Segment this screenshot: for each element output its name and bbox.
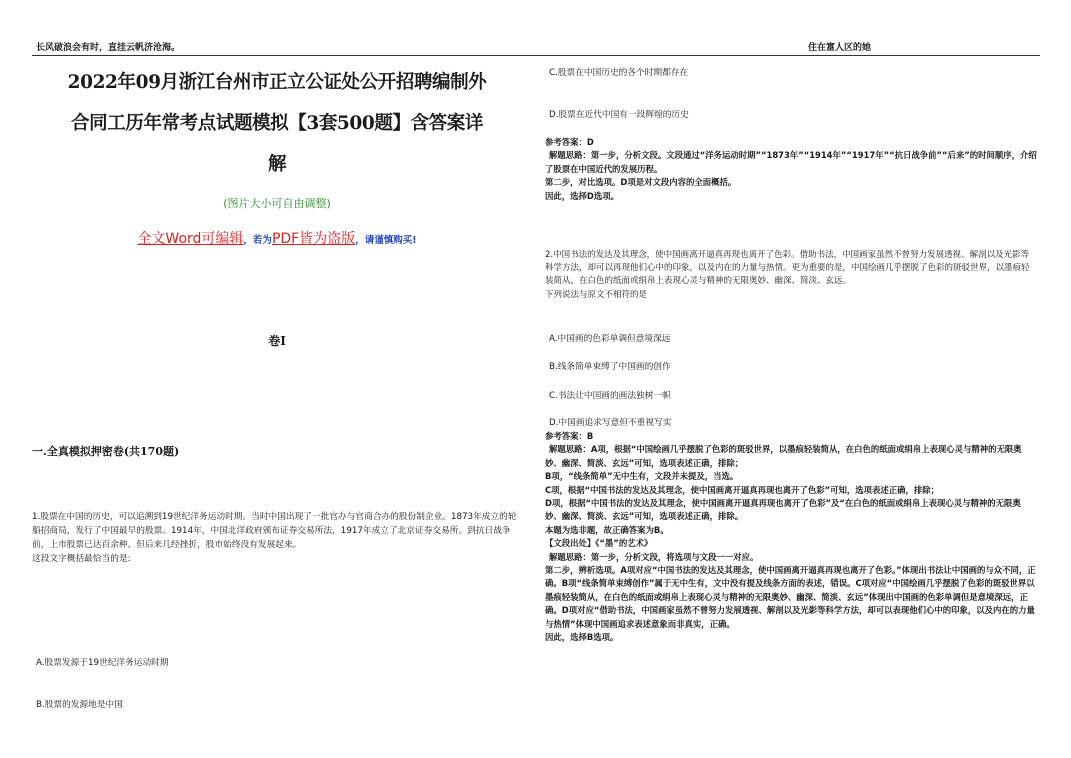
question-2-explanation-5: 本题为选非题，故正确答案为B。 xyxy=(545,524,669,535)
question-2-explanation-2: B项，“线条简单”无中生有，文段并未提及，当选。 xyxy=(545,471,739,482)
question-1-stem: 1.股票在中国的历史，可以追溯到19世纪洋务运动时期。当时中国出现了一批官办与官商合办的股份制企业。1873年成立的轮船招商局，发行了中国最早的股票。1914年，中国北洋政府颁布证券交易所法，1917年成立了北京证券交易所。到抗日战争前，上市股票已达百余种。但后来几经挫折，股市始终没有发展起来。 xyxy=(32,512,517,550)
question-1-option-a: A.股票发源于19世纪洋务运动时期 xyxy=(36,658,169,668)
question-1-explanation-1: 解题思路：第一步，分析文段。文段通过“洋务运动时期”“1873年”“1914年”“1917年”“抗日战争前”“后来”的时间顺序，介绍了股票在中国近代的发展历程。 xyxy=(545,150,1037,174)
question-1 xyxy=(32,510,520,710)
question-2-option-c: C.书法让中国画的画法独树一帜 xyxy=(549,391,671,401)
title-line-1: 2022年09月浙江台州市正立公证处公开招聘编制外 xyxy=(67,72,487,93)
section-heading: 一.全真模拟押密卷(共170题) xyxy=(32,445,180,458)
question-2-explanation-9: 因此，选择B选项。 xyxy=(545,632,619,643)
question-1-option-c: C.股票在中国历史的各个时期都存在 xyxy=(549,68,689,78)
question-2-answer-block xyxy=(545,430,1037,645)
title-line-2: 合同工历年常考点试题模拟【3套500题】含答案详 xyxy=(71,113,483,134)
question-2-explanation-8: 第二步，辨析选项。A项对应“中国书法的发达及其理念，使中国画离开逼真再现也离开了色彩。”体现出书法让中国画的与众不同，正确。B项“线条简单束缚创作”属于无中生有，文中没有提及线条方面的表述，错误。C项对应“中国绘画几乎摆脱了色彩的斑驳世界以墨痕轻装简从，在白色的纸面或绢帛上表现心灵与精神的无限奥妙、幽深、简淡、玄远”体现出中国画的色彩单调但是意境深远，正确。D项对应“借助书法，中国画家虽然不曾努力发展透视、解剖以及光影等科学方法，却可以表现他们心中的印象，以及内在的力量与热情”体现中国画追求表述意象而非真实，正确。 xyxy=(545,565,1036,629)
notice-pdf-pirated: PDF皆为盗版 xyxy=(271,231,356,247)
question-2-stem: 2.中国书法的发达及其理念，使中国画离开逼真再现也离开了色彩。借助书法，中国画家虽然不曾努力发展透视、解剖以及光影等科学方法，却可以再现他们心中的印象，以及内在的力量与热情。更为重要的是，中国绘画几乎摆脱了色彩的斑驳世界，以墨痕轻装简从，在白色的纸面或绢帛上表现心灵与精神的无限奥妙、幽深、简淡、玄远。 xyxy=(545,250,1030,287)
question-1-answer-block xyxy=(545,136,1037,203)
question-2-answer: 参考答案：B xyxy=(545,431,594,441)
notice-text-1: ，若为 xyxy=(243,235,272,246)
document-title xyxy=(32,62,522,185)
question-2-explanation-6: 【文段出处】《“墨”的艺术》 xyxy=(545,538,653,549)
question-2-explanation-3: C项，根据“中国书法的发达及其理念，使中国画离开逼真再现也离开了色彩”可知，选项表述正确，排除； xyxy=(545,484,940,495)
volume-heading: 卷I xyxy=(268,334,286,348)
question-2-explanation-1: 解题思路：A项，根据“中国绘画几乎摆脱了色彩的斑驳世界，以墨痕轻装简从，在白色的纸面或绢帛上表现心灵与精神的无限奥妙、幽深、简淡、玄远”可知，选项表述正确，排除； xyxy=(545,444,1022,468)
question-1-explanation-2: 第二步，对比选项。D项是对文段内容的全面概括。 xyxy=(545,177,737,188)
question-1-option-d: D.股票在近代中国有一段辉煌的历史 xyxy=(549,110,689,120)
question-2-option-d: D.中国画追求写意但不重视写实 xyxy=(549,418,672,428)
question-1-option-b: B.股票的发源地是中国 xyxy=(36,700,123,710)
header-left-text: 长风破浪会有时，直挂云帆济沧海。 xyxy=(36,43,181,53)
question-2-option-b: B.线条简单束缚了中国画的创作 xyxy=(549,362,671,372)
question-2 xyxy=(545,249,1037,302)
header-right-text: 住在富人区的她 xyxy=(808,43,872,53)
question-1-explanation-3: 因此，选择D选项。 xyxy=(545,190,619,201)
header-divider xyxy=(32,55,1040,56)
piracy-notice xyxy=(32,228,522,248)
question-1-answer: 参考答案：D xyxy=(545,137,594,147)
question-2-prompt: 下列说法与原文不相符的是 xyxy=(545,289,648,300)
question-2-explanation-4: D项，根据“中国书法的发达及其理念，使中国画离开逼真再现也离开了色彩”及“在白色的纸面或绢帛上表现心灵与精神的无限奥妙、幽深、简淡、玄远”可知，选项表述正确，排除。 xyxy=(545,498,1021,522)
question-2-option-a: A.中国画的色彩单调但意境深远 xyxy=(549,334,671,344)
question-2-explanation-7: 解题思路：第一步，分析文段，将选项与文段一一对应。 xyxy=(549,551,759,562)
title-line-3: 解 xyxy=(267,154,287,175)
notice-word-editable: 全文Word可编辑 xyxy=(137,231,244,247)
subtitle: (图片大小可自由调整) xyxy=(223,197,331,210)
notice-text-2: ，请谨慎购买! xyxy=(355,235,417,246)
question-1-prompt: 这段文字概括最恰当的是: xyxy=(32,554,131,564)
left-column xyxy=(32,62,522,710)
